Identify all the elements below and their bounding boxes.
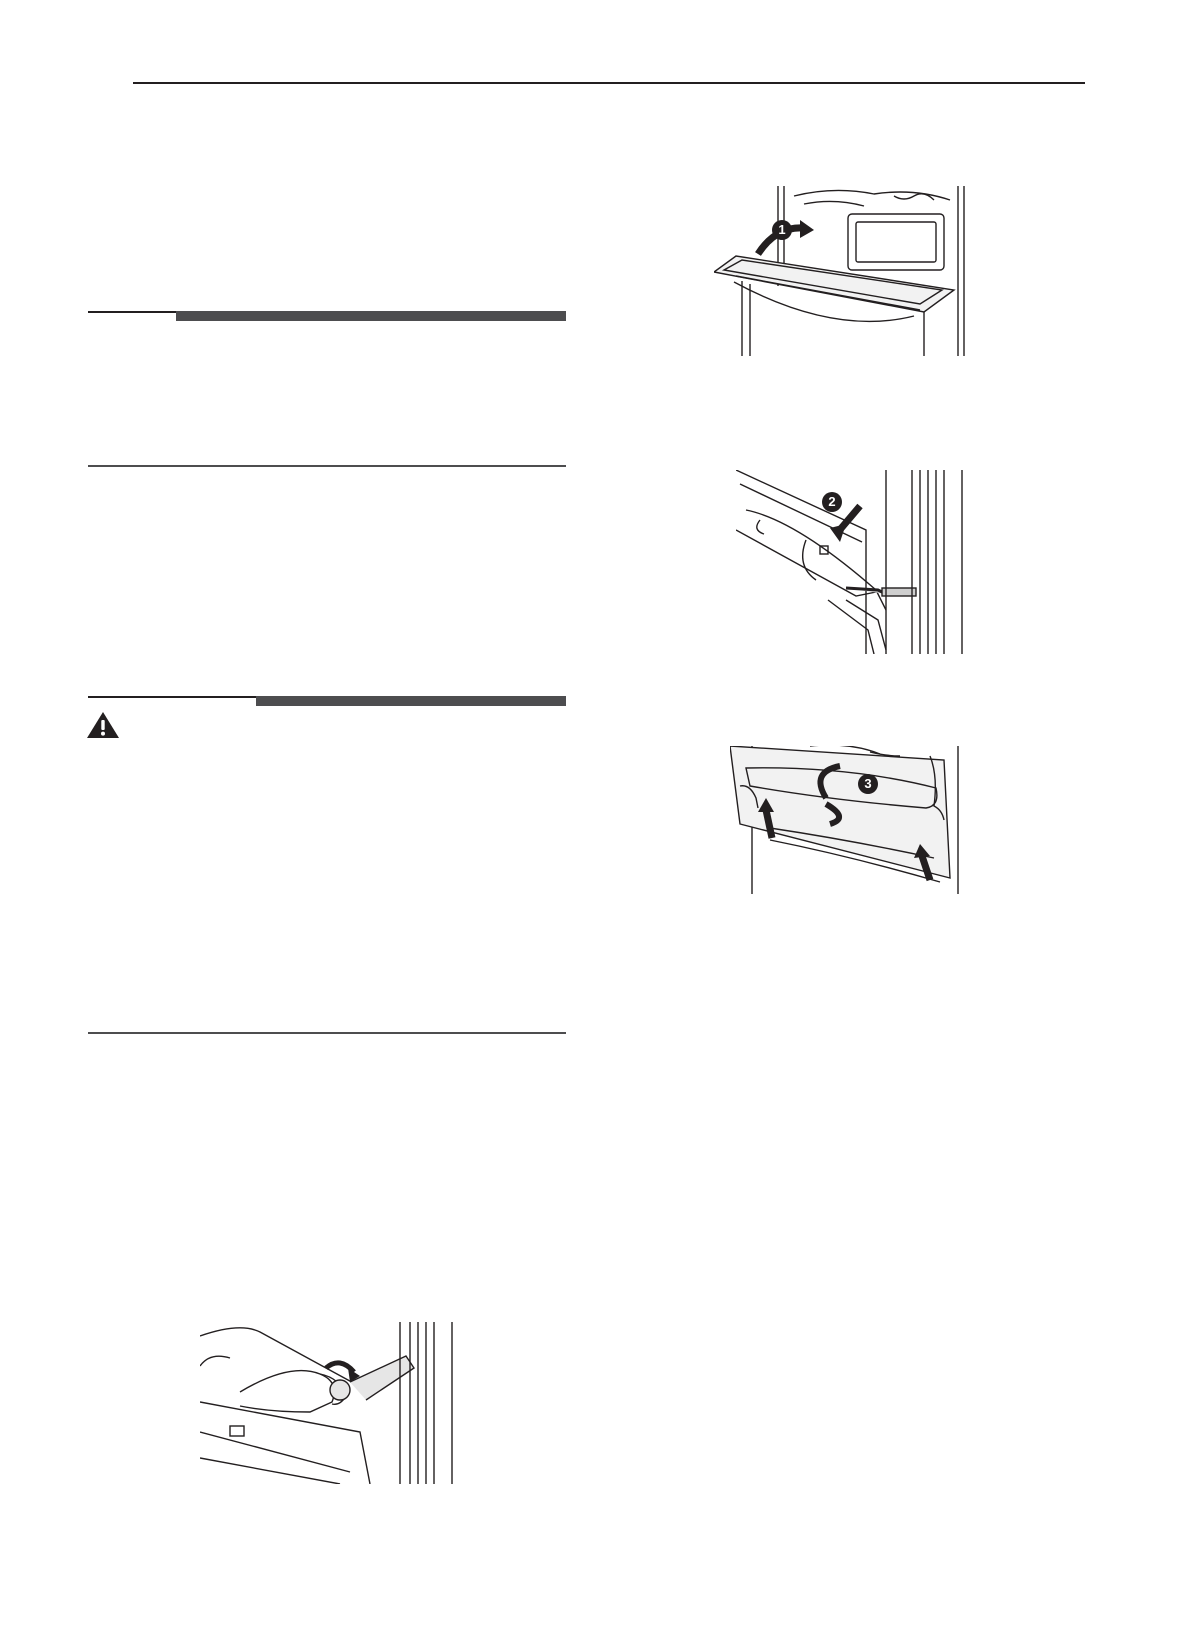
warning-triangle-icon — [86, 711, 120, 739]
step-badge: 1 — [772, 220, 792, 240]
header-rule — [133, 82, 1085, 84]
warning-divider — [88, 1032, 566, 1034]
step-badge: 3 — [858, 774, 878, 794]
step-badge: 2 — [822, 492, 842, 512]
illustration-step-2 — [736, 470, 968, 654]
illustration-step-3 — [730, 746, 968, 894]
note-divider — [88, 465, 566, 467]
illustration-hinge-lock — [200, 1322, 458, 1484]
illustration-step-1 — [714, 186, 974, 356]
note-section-bar — [88, 311, 566, 321]
warning-section-bar — [88, 696, 566, 706]
